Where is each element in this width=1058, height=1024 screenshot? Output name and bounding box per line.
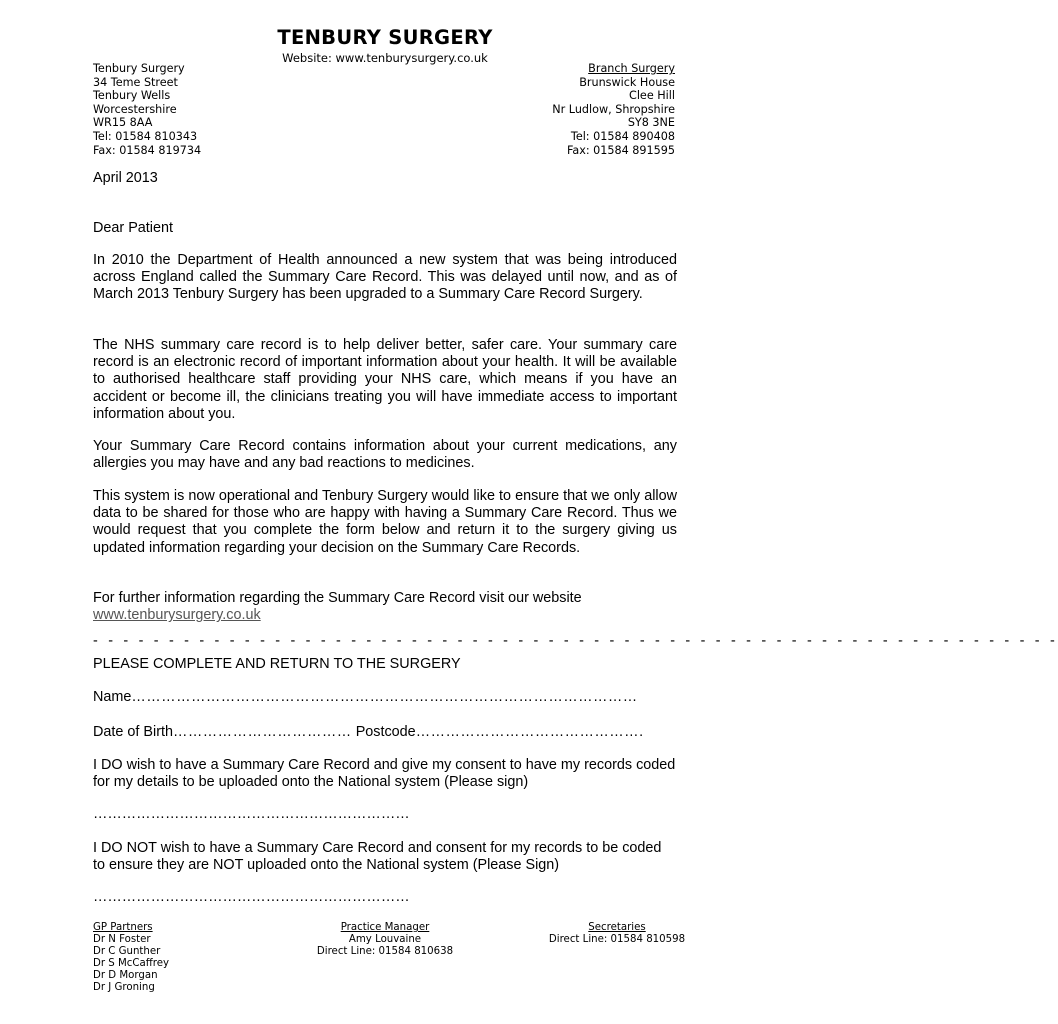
consent-no-text: I DO NOT wish to have a Summary Care Record and consent for my records to be coded to ensure they are NOT uploaded onto the National system (Please Sign) xyxy=(93,840,662,874)
gp-partners xyxy=(93,922,169,995)
branch-phone: Tel: 01584 890408 xyxy=(570,129,675,143)
gp-name: Dr N Foster xyxy=(93,934,151,946)
address-line: Nr Ludlow, Shropshire xyxy=(552,102,675,116)
dob-dots: ……………………………… xyxy=(173,724,352,740)
secretaries xyxy=(512,922,722,946)
main-surgery-address xyxy=(93,62,201,157)
letter-date: April 2013 xyxy=(93,170,158,186)
address-line: 34 Teme Street xyxy=(93,75,178,89)
paragraph-nhs-record: The NHS summary care record is to help deliver better, safer care. Your summary care record is an electronic record of important information about your health. It will be available to authorised healthcare staff providing your NHS care, which means if you have an accident or become ill, the clinicians treating you will have immediate access to important information about you. xyxy=(93,337,677,422)
gp-heading: GP Partners xyxy=(93,922,153,933)
pm-direct-line: Direct Line: 01584 810638 xyxy=(316,946,454,958)
address-line: Tenbury Surgery xyxy=(93,62,185,75)
address-line: Worcestershire xyxy=(93,102,177,116)
branch-fax: Fax: 01584 891595 xyxy=(566,143,675,157)
sec-heading: Secretaries xyxy=(588,922,646,933)
gp-name: Dr D Morgan xyxy=(93,970,158,982)
gp-name: Dr S McCaffrey xyxy=(93,958,170,970)
name-field[interactable] xyxy=(93,689,677,706)
main-phone: Tel: 01584 810343 xyxy=(93,129,198,143)
pm-name: Amy Louvaine xyxy=(348,934,422,946)
address-line: WR15 8AA xyxy=(93,116,153,130)
further-info-text: For further information regarding the Summary Care Record visit our website xyxy=(93,590,582,606)
branch-heading: Branch Surgery xyxy=(588,62,675,75)
surgery-title: TENBURY SURGERY xyxy=(277,26,493,49)
website-line: Website: www.tenburysurgery.co.uk xyxy=(282,51,488,65)
main-fax: Fax: 01584 819734 xyxy=(93,143,202,157)
signature-no-line[interactable]: ………………………………………………………… xyxy=(93,889,410,905)
gp-name: Dr C Gunther xyxy=(93,946,161,958)
form-heading: PLEASE COMPLETE AND RETURN TO THE SURGERY xyxy=(93,656,461,672)
address-line: Clee Hill xyxy=(629,89,675,103)
paragraph-contents: Your Summary Care Record contains information about your current medications, any allergies you may have and any bad reactions to medicines. xyxy=(93,438,677,472)
paragraph-operational: This system is now operational and Tenbury Surgery would like to ensure that we only allow data to be shared for those who are happy with having a Summary Care Record. Thus we would request that you complete the form below and return it to the surgery giving us updated information regarding your decision on the Summary Care Records. xyxy=(93,488,677,556)
postcode-field[interactable] xyxy=(356,724,644,740)
salutation: Dear Patient xyxy=(93,220,173,236)
dob-label: Date of Birth xyxy=(93,724,173,740)
dob-postcode-row xyxy=(93,724,677,741)
address-line: Tenbury Wells xyxy=(93,89,171,103)
address-line: SY8 3NE xyxy=(627,116,675,130)
consent-yes-text: I DO wish to have a Summary Care Record and give my consent to have my records coded for my details to be uploaded onto the National system (Please sign) xyxy=(93,757,676,791)
sec-direct-line: Direct Line: 01584 810598 xyxy=(548,934,686,946)
website-link[interactable]: www.tenburysurgery.co.uk xyxy=(93,607,261,624)
further-info xyxy=(93,590,677,624)
postcode-label: Postcode xyxy=(355,724,416,740)
address-line: Brunswick House xyxy=(579,75,675,89)
signature-yes-line[interactable]: ………………………………………………………… xyxy=(93,806,410,822)
name-label: Name xyxy=(93,689,132,705)
postcode-dots: ………………………………………. xyxy=(415,724,644,740)
name-dots: ………………………………………………………………………………………… xyxy=(131,689,638,705)
cut-line: - - - - - - - - - - - - - - - - - - - - - - - - - - - - - - - - - - - - - - - - - - - - - - - - - - - - - - - - - - - - - - - - xyxy=(93,633,1058,649)
dob-field[interactable] xyxy=(93,724,352,740)
gp-name: Dr J Groning xyxy=(93,982,155,994)
pm-heading: Practice Manager xyxy=(340,922,430,933)
practice-manager xyxy=(290,922,480,958)
branch-surgery-address xyxy=(552,62,675,157)
paragraph-intro: In 2010 the Department of Health announced a new system that was being introduced across England called the Summary Care Record. This was delayed until now, and as of March 2013 Tenbury Surgery has been upgraded to a Summary Care Record Surgery. xyxy=(93,252,677,303)
